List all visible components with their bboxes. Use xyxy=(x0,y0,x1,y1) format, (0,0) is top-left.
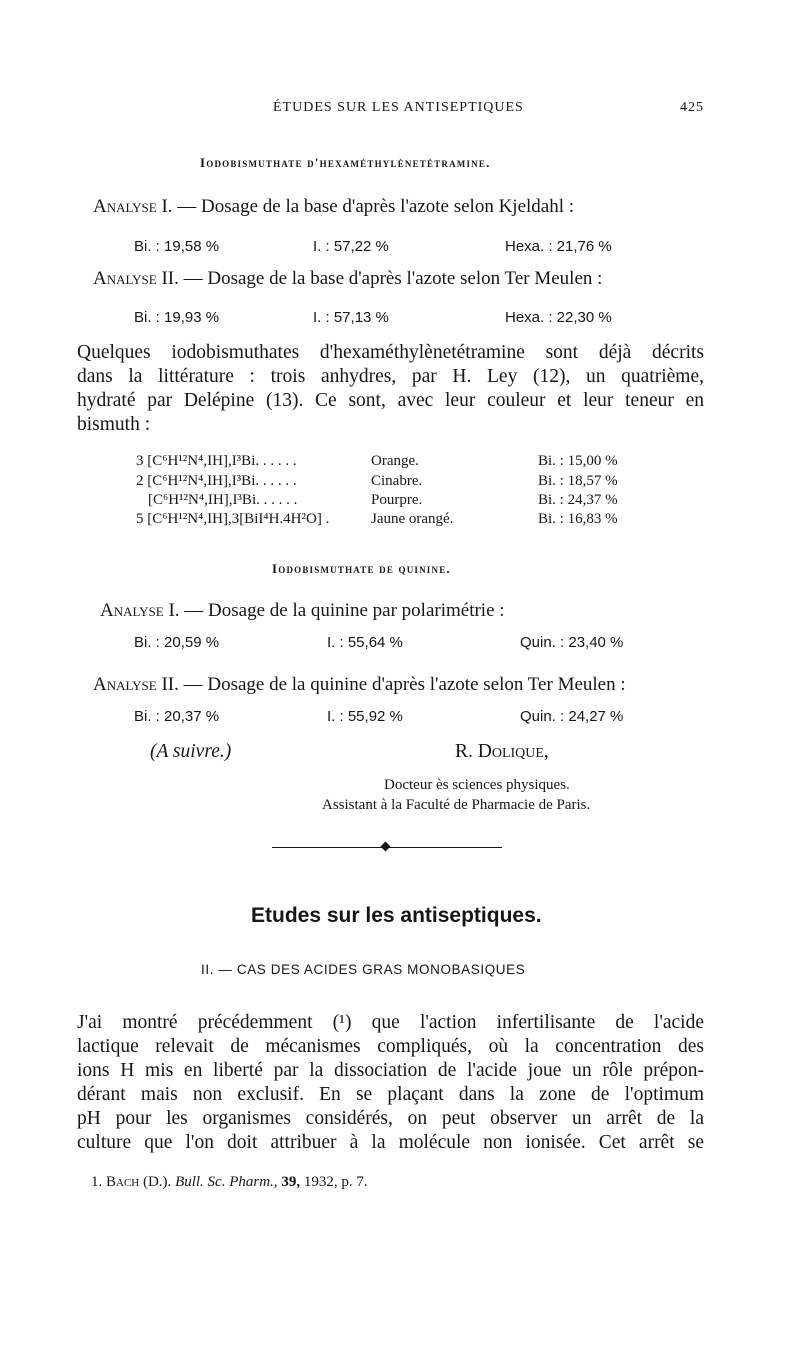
compound-formula: 3 [C⁶H¹²N⁴,IH],I³Bi. . . . . . xyxy=(136,453,297,469)
section-title-hexamethylene: Iodobismuthate d'hexaméthylènetétramine. xyxy=(200,155,491,170)
paragraph-line: dérant mais non exclusif. En se plaçant dans la zone de l'optimum xyxy=(77,1084,704,1105)
compound-color: Jaune orangé. xyxy=(371,511,454,527)
analyse-text: — Dosage de la quinine d'après l'azote selon Ter Meulen : xyxy=(183,674,626,695)
value-hexa: Hexa. : 22,30 % xyxy=(505,309,612,326)
author-credential: Assistant à la Faculté de Pharmacie de Paris. xyxy=(322,797,591,813)
paragraph-line: dans la littérature : trois anhydres, par H. Ley (12), un quatrième, xyxy=(77,366,704,387)
value-bi: Bi. : 20,59 % xyxy=(134,634,220,651)
compound-formula: [C⁶H¹²N⁴,IH],I³Bi. . . . . . xyxy=(148,492,298,508)
compound-color: Cinabre. xyxy=(371,473,423,489)
paragraph-line: culture que l'on doit attribuer à la molécule non ionisée. Cet arrêt se xyxy=(77,1132,704,1153)
analyse-label: Analyse I. xyxy=(100,600,180,621)
compound-bi: Bi. : 15,00 % xyxy=(538,453,618,469)
compound-bi: Bi. : 18,57 % xyxy=(538,473,618,489)
running-title: ÉTUDES SUR LES ANTISEPTIQUES xyxy=(273,100,524,115)
analyse-label: Analyse II. xyxy=(93,674,179,695)
value-hexa: Hexa. : 21,76 % xyxy=(505,238,612,255)
compound-bi: Bi. : 24,37 % xyxy=(538,492,618,508)
compound-color: Orange. xyxy=(371,453,419,469)
value-quin: Quin. : 23,40 % xyxy=(520,634,624,651)
footnote-rest: 1932, p. 7. xyxy=(303,1174,368,1190)
compound-formula: 5 [C⁶H¹²N⁴,IH],3[BiI⁴H.4H²O] . xyxy=(136,511,330,527)
analyse-2-line xyxy=(93,674,626,696)
diamond-ornament-icon xyxy=(381,842,391,852)
to-be-continued: (A suivre.) xyxy=(150,741,232,762)
analyse-1-line xyxy=(93,196,574,218)
analyse-2-line xyxy=(93,268,602,290)
analyse-text: — Dosage de la quinine par polarimétrie : xyxy=(184,600,505,621)
footnote xyxy=(91,1174,368,1191)
section-title-quinine: Iodobismuthate de quinine. xyxy=(272,561,451,576)
value-bi: Bi. : 19,58 % xyxy=(134,238,220,255)
paragraph-line: bismuth : xyxy=(77,414,151,435)
value-quin: Quin. : 24,27 % xyxy=(520,708,624,725)
paragraph-line: pH pour les organismes considérés, on peut observer un arrêt de la xyxy=(77,1108,704,1129)
value-i: I. : 55,92 % xyxy=(327,708,403,725)
analyse-1-line xyxy=(100,600,505,622)
footnote-number: 1. xyxy=(91,1174,103,1190)
footnote-journal: Bull. Sc. Pharm., xyxy=(175,1174,278,1190)
analyse-text: — Dosage de la base d'après l'azote selon Kjeldahl : xyxy=(177,196,575,217)
value-i: I. : 55,64 % xyxy=(327,634,403,651)
value-i: I. : 57,22 % xyxy=(313,238,389,255)
article-title: Etudes sur les antiseptiques. xyxy=(251,904,542,927)
footnote-volume: 39, xyxy=(281,1174,301,1190)
value-bi: Bi. : 19,93 % xyxy=(134,309,220,326)
paragraph-line: ions H mis en liberté par la dissociation de l'acide joue un rôle prépon- xyxy=(77,1060,704,1081)
paragraph-line: lactique relevait de mécanismes compliqués, où la concentration des xyxy=(77,1036,704,1057)
analyse-text: — Dosage de la base d'après l'azote selon Ter Meulen : xyxy=(183,268,603,289)
compound-color: Pourpre. xyxy=(371,492,423,508)
compound-formula: 2 [C⁶H¹²N⁴,IH],I³Bi. . . . . . xyxy=(136,473,297,489)
author-credential: Docteur ès sciences physiques. xyxy=(384,777,570,793)
author-name: R. Dolique, xyxy=(455,741,549,762)
page-number: 425 xyxy=(680,100,704,115)
analyse-label: Analyse II. xyxy=(93,268,179,289)
compound-bi: Bi. : 16,83 % xyxy=(538,511,618,527)
value-i: I. : 57,13 % xyxy=(313,309,389,326)
paragraph-line: Quelques iodobismuthates d'hexaméthylènetétramine sont déjà décrits xyxy=(77,342,704,363)
analyse-label: Analyse I. xyxy=(93,196,173,217)
article-subtitle: II. — CAS DES ACIDES GRAS MONOBASIQUES xyxy=(201,962,526,977)
paragraph-line: J'ai montré précédemment (¹) que l'action infertilisante de l'acide xyxy=(77,1012,704,1033)
footnote-author: Bach (D.). xyxy=(106,1174,172,1190)
value-bi: Bi. : 20,37 % xyxy=(134,708,220,725)
paragraph-line: hydraté par Delépine (13). Ce sont, avec leur couleur et leur teneur en xyxy=(77,390,704,411)
